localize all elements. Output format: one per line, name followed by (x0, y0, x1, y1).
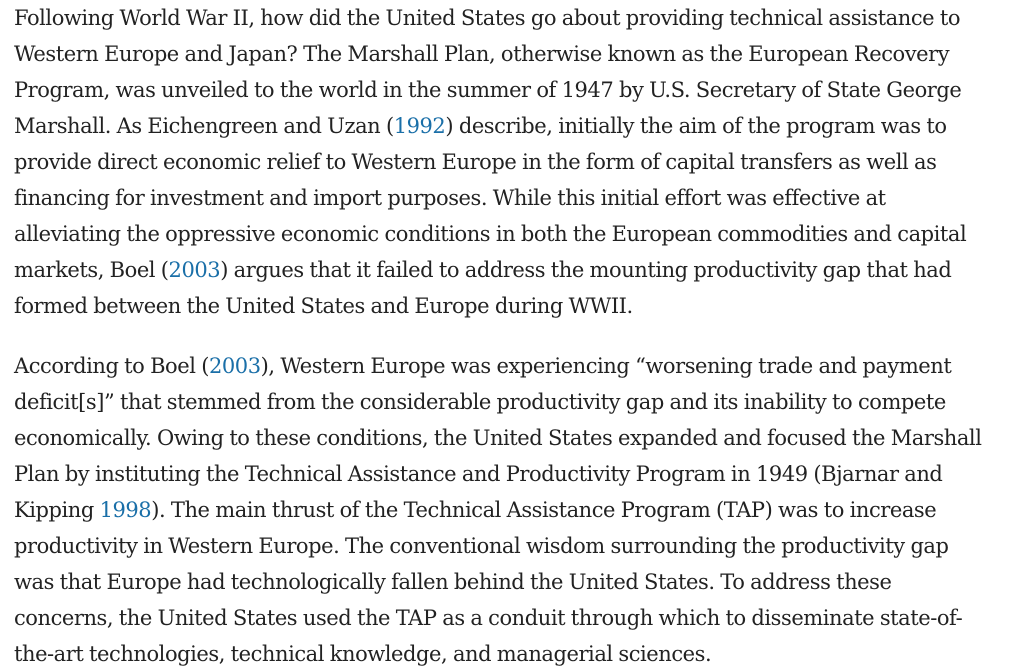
text-line (14, 108, 1024, 144)
text-run: markets, Boel ( (14, 258, 169, 282)
text-line (14, 36, 1024, 72)
text-line (14, 528, 1024, 564)
text-line (14, 384, 1024, 420)
text-run: financing for investment and import purposes. While this initial effort was effective at (14, 186, 886, 210)
text-line (14, 600, 1024, 636)
citation-year-link[interactable]: 1998 (99, 498, 152, 522)
text-run: Plan by instituting the Technical Assistance and Productivity Program in 1949 (Bjarnar and (14, 462, 943, 486)
text-run: ) describe, initially the aim of the program was to (445, 114, 947, 138)
text-line (14, 420, 1024, 456)
text-line (14, 252, 1024, 288)
text-line (14, 288, 1024, 324)
text-line (14, 456, 1024, 492)
text-line (14, 492, 1024, 528)
text-line (14, 180, 1024, 216)
text-run: concerns, the United States used the TAP as a conduit through which to disseminate state-of- (14, 606, 963, 630)
text-run: was that Europe had technologically fallen behind the United States. To address these (14, 570, 892, 594)
text-run: deficit[s]” that stemmed from the considerable productivity gap and its inability to compete (14, 390, 946, 414)
text-line (14, 144, 1024, 180)
text-run: Program, was unveiled to the world in the summer of 1947 by U.S. Secretary of State George (14, 78, 962, 102)
text-run: alleviating the oppressive economic conditions in both the European commodities and capital (14, 222, 967, 246)
citation-year-link[interactable]: 1992 (393, 114, 446, 138)
text-line (14, 636, 1024, 672)
text-line (14, 564, 1024, 600)
text-run: ) argues that it failed to address the mounting productivity gap that had (220, 258, 952, 282)
text-run: provide direct economic relief to Western Europe in the form of capital transfers as well as (14, 150, 937, 174)
paragraph (14, 0, 1024, 324)
citation-year-link[interactable]: 2003 (208, 354, 261, 378)
text-run: ), Western Europe was experiencing “worsening trade and payment (260, 354, 952, 378)
text-run: Marshall. As Eichengreen and Uzan ( (14, 114, 394, 138)
text-run: ). The main thrust of the Technical Assistance Program (TAP) was to increase (151, 498, 937, 522)
article-body (14, 0, 1024, 672)
text-line (14, 348, 1024, 384)
text-run: formed between the United States and Europe during WWII. (14, 294, 633, 318)
text-run: economically. Owing to these conditions, the United States expanded and focused the Marshall (14, 426, 982, 450)
text-line (14, 216, 1024, 252)
text-line (14, 0, 1024, 36)
text-line (14, 72, 1024, 108)
text-run: the-art technologies, technical knowledge, and managerial sciences. (14, 642, 712, 666)
text-run: productivity in Western Europe. The conventional wisdom surrounding the productivity gap (14, 534, 949, 558)
text-run: Kipping (14, 498, 100, 522)
text-run: Following World War II, how did the United States go about providing technical assistance to (14, 6, 961, 30)
text-run: According to Boel ( (14, 354, 209, 378)
text-run: Western Europe and Japan? The Marshall Plan, otherwise known as the European Recovery (14, 42, 950, 66)
paragraph (14, 348, 1024, 672)
citation-year-link[interactable]: 2003 (168, 258, 221, 282)
